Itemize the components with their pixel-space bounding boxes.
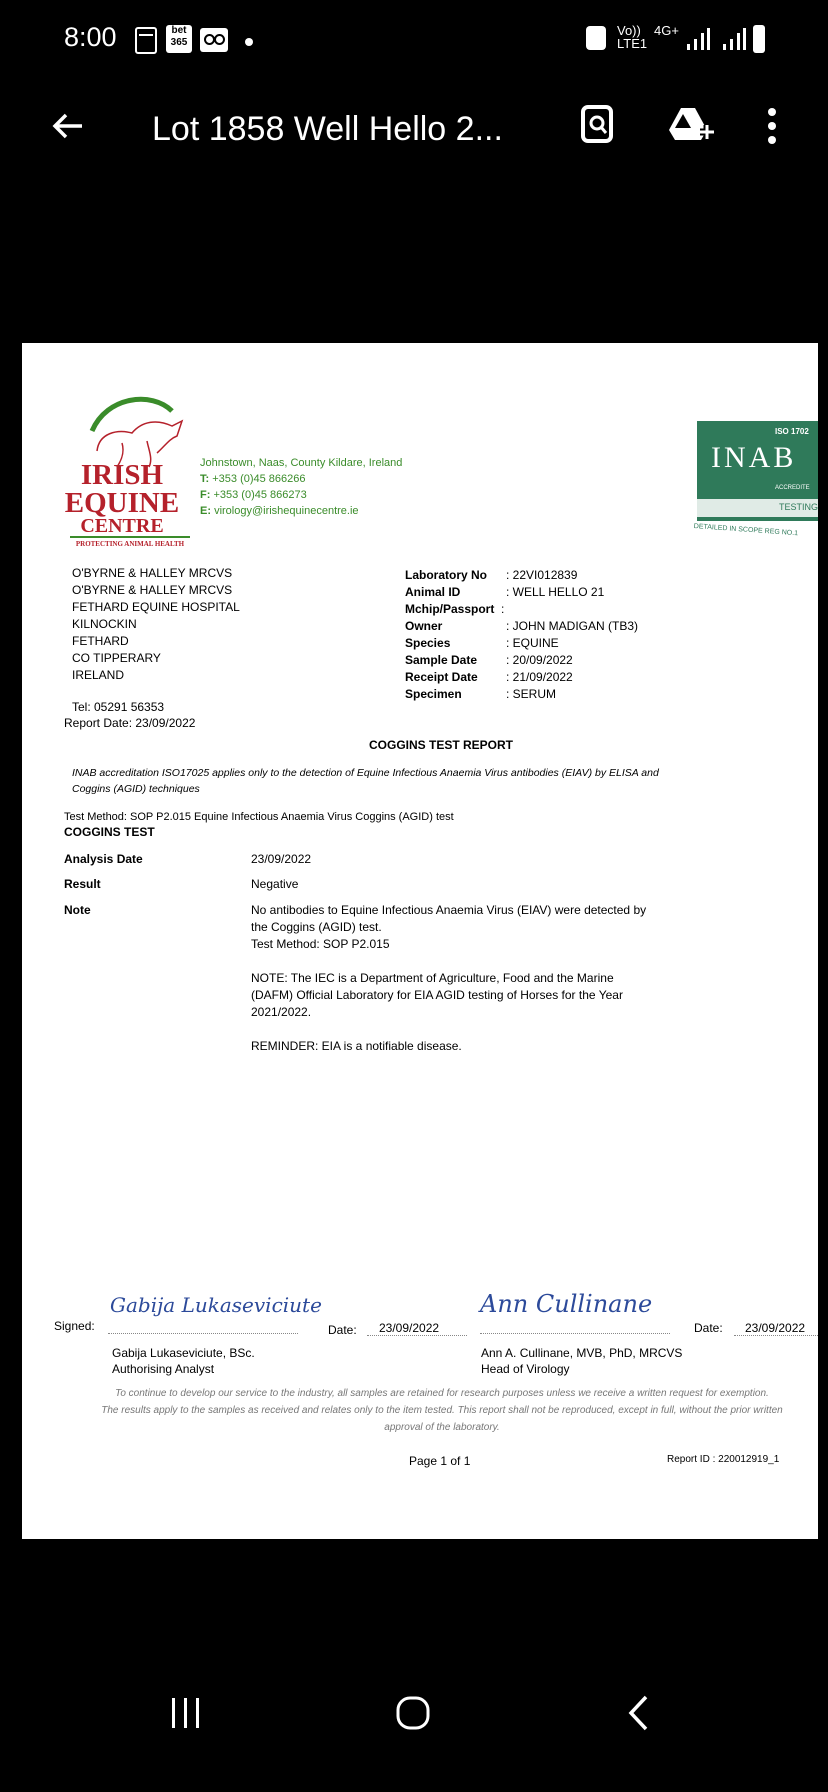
detail-value: : SERUM (506, 687, 557, 701)
page-number: Page 1 of 1 (409, 1454, 471, 1468)
logo-divider (70, 536, 190, 538)
detail-label: Animal ID (405, 585, 461, 599)
logo-irish: IRISH (80, 459, 164, 491)
email-label: E: (200, 505, 211, 517)
signature-2: Ann Cullinane (480, 1290, 653, 1318)
detail-label: Specimen (405, 687, 462, 701)
result-value: Negative (251, 877, 299, 891)
note-line: No antibodies to Equine Infectious Anaemia Virus (EIAV) were detected by (251, 903, 647, 917)
detail-label: Sample Date (405, 653, 478, 667)
date-value: 23/09/2022 (745, 1321, 806, 1335)
note2-line: 2021/2022. (251, 1005, 312, 1019)
recents-icon[interactable] (168, 1696, 204, 1730)
bet365-icon (166, 25, 192, 53)
detail-value: : WELL HELLO 21 (506, 585, 605, 599)
detail-label: Receipt Date (405, 670, 478, 684)
logo-equine: EQUINE (64, 487, 180, 519)
drive-add-icon[interactable] (667, 104, 715, 146)
signal-icon (686, 28, 710, 52)
signer-role: Authorising Analyst (112, 1362, 215, 1376)
date-line (367, 1335, 467, 1336)
detail-value: : EQUINE (506, 636, 559, 650)
detail-label: Laboratory No (405, 568, 488, 582)
inab-accredited: ACCREDITE (775, 485, 810, 491)
detail-value: : (501, 602, 505, 616)
detail-label: Species (405, 636, 451, 650)
recipient-line: KILNOCKIN (72, 617, 137, 631)
date-label: Date: (694, 1321, 723, 1335)
tel-label: T: (200, 473, 210, 485)
inab-testing: TESTING (779, 502, 818, 512)
report-title: COGGINS TEST REPORT (369, 738, 514, 752)
recipient-line: FETHARD (72, 634, 129, 648)
detail-label: Owner (405, 619, 443, 633)
contact-address: Johnstown, Naas, County Kildare, Ireland (200, 457, 403, 469)
more-vert-icon[interactable] (766, 106, 778, 146)
detail-label: Mchip/Passport (405, 602, 495, 616)
signature-line (108, 1333, 298, 1334)
document-title: Lot 1858 Well Hello 2... (152, 110, 503, 148)
detail-value: : 21/09/2022 (506, 670, 573, 684)
fax-label: F: (200, 489, 211, 501)
contact-fax (200, 487, 307, 503)
fax-value: +353 (0)45 866273 (213, 489, 307, 501)
voicemail-icon (200, 28, 228, 52)
inab-scope: DETAILED IN SCOPE REG NO.1 (693, 523, 799, 538)
section-title: COGGINS TEST (64, 825, 155, 839)
recipient-line: O'BYRNE & HALLEY MRCVS (72, 566, 233, 580)
test-method: Test Method: SOP P2.015 Equine Infectious Anaemia Virus Coggins (AGID) test (64, 811, 454, 823)
report-id: Report ID : 220012919_1 (667, 1454, 780, 1465)
network-label: 4G+ (654, 23, 679, 38)
signal-icon (722, 28, 746, 52)
notification-dot (245, 38, 253, 46)
search-document-icon[interactable] (578, 104, 618, 146)
note-line: the Coggins (AGID) test. (251, 920, 382, 934)
report-date: Report Date: 23/09/2022 (64, 716, 196, 730)
recipient-tel: Tel: 05291 56353 (72, 700, 165, 714)
result-label: Result (64, 877, 101, 891)
note-line: Test Method: SOP P2.015 (251, 937, 390, 951)
signer-name: Ann A. Cullinane, MVB, PhD, MRCVS (481, 1346, 683, 1360)
volte-label: Vo)) LTE1 (617, 23, 648, 51)
email-value: virology@irishequinecentre.ie (214, 505, 359, 517)
signed-label: Signed: (54, 1319, 95, 1333)
recipient-line: FETHARD EQUINE HOSPITAL (72, 600, 240, 614)
analysis-date-label: Analysis Date (64, 852, 143, 866)
bet-365-label: 365 (170, 37, 188, 48)
battery-icon (753, 25, 765, 53)
note2-line: (DAFM) Official Laboratory for EIA AGID testing of Horses for the Year (251, 988, 623, 1002)
analysis-date: 23/09/2022 (251, 852, 312, 866)
detail-value: : JOHN MADIGAN (TB3) (506, 619, 639, 633)
recipient-line: IRELAND (72, 668, 125, 682)
accreditation-note: Coggins (AGID) techniques (72, 783, 200, 795)
date-line (734, 1335, 818, 1336)
bet-label: bet (171, 25, 187, 36)
back-icon[interactable] (626, 1694, 650, 1732)
contact-email (200, 503, 359, 519)
detail-value: : 20/09/2022 (506, 653, 573, 667)
footer-note: The results apply to the samples as received and relates only to the item tested. This report shall not be reproduced, except in full, without the prior written approval of the laboratory. (101, 1405, 783, 1433)
back-arrow-icon[interactable] (48, 106, 88, 146)
inab-badge (697, 421, 818, 521)
logo-tagline: PROTECTING ANIMAL HEALTH (75, 540, 185, 548)
tel-value: +353 (0)45 866266 (212, 473, 306, 485)
logo-centre: CENTRE (80, 515, 164, 537)
calendar-icon (135, 27, 157, 54)
date-value: 23/09/2022 (379, 1321, 440, 1335)
note-label: Note (64, 903, 91, 917)
signer-name: Gabija Lukaseviciute, BSc. (112, 1346, 255, 1360)
status-time: 8:00 (64, 22, 117, 52)
recipient-line: O'BYRNE & HALLEY MRCVS (72, 583, 233, 597)
note2-line: NOTE: The IEC is a Department of Agriculture, Food and the Marine (251, 971, 614, 985)
home-icon[interactable] (395, 1695, 431, 1731)
inab-name: INAB (711, 441, 797, 474)
detail-value: : 22VI012839 (506, 568, 578, 582)
pdf-page[interactable] (22, 343, 818, 1539)
signature-line (480, 1333, 670, 1334)
inab-iso: ISO 1702 (775, 427, 809, 436)
signer-role: Head of Virology (481, 1362, 570, 1376)
recycle-icon (586, 26, 606, 50)
date-label: Date: (328, 1323, 357, 1337)
signature-1: Gabija Lukaseviciute (110, 1293, 322, 1317)
reminder: REMINDER: EIA is a notifiable disease. (251, 1039, 462, 1053)
recipient-line: CO TIPPERARY (72, 651, 161, 665)
footer-note: To continue to develop our service to the industry, all samples are retained for research purposes unless we receive a written request for exemption. (115, 1388, 769, 1399)
accreditation-note: INAB accreditation ISO17025 applies only to the detection of Equine Infectious Anaemia Virus antibodies (EIAV) by ELISA and (72, 767, 659, 779)
contact-tel (200, 471, 306, 487)
